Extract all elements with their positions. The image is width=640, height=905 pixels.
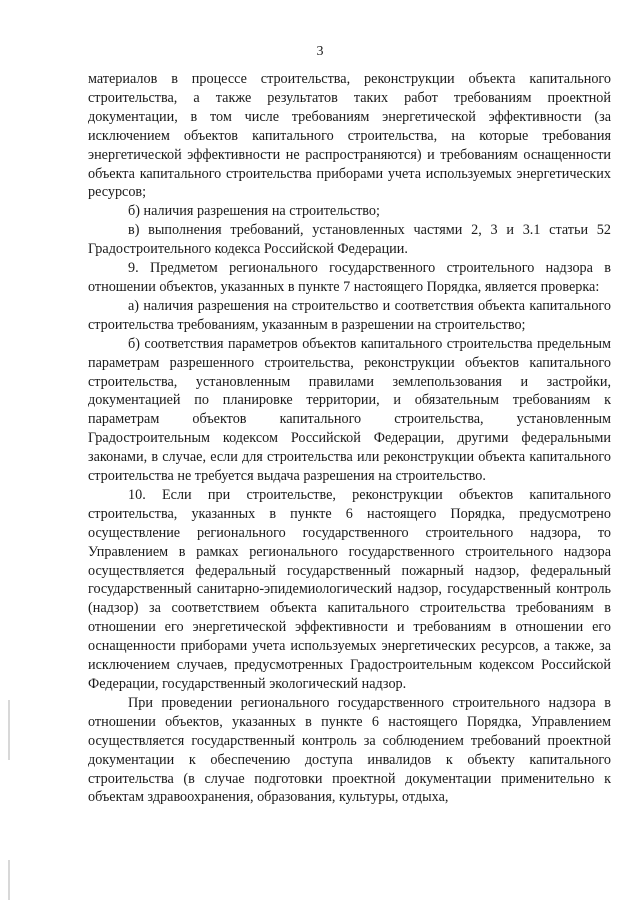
scan-margin-mark — [8, 700, 10, 760]
page-number: 3 — [316, 44, 324, 59]
paragraph-clause-9: 9. Предметом регионального государственного строительного надзора в отношении объектов, указанных в пункте 7 настоящего Порядка, является проверка: — [88, 260, 611, 295]
scan-margin-mark — [8, 860, 10, 900]
document-body — [88, 70, 611, 807]
paragraph-clause-9-item-b: б) соответствия параметров объектов капитального строительства предельным параметрам разрешенного строительства, реконструкции объектов капитального строительства, установленным правилами землепользования и застройки, документацией по планировке территории, и обязательным требованиям к параметрам объектов капитального строительства, установленным Градостроительным кодексом Российской Федерации, другими федеральными законами, в случае, если для строительства или реконструкции объекта капитального строительства не требуется выдача разрешения на строительство. — [88, 335, 611, 485]
paragraph-clause-10: 10. Если при строительстве, реконструкции объектов капитального строительства, указанных в пункте 6 настоящего Порядка, предусмотрено осуществление регионального государственного строительного надзора, то Управлением в рамках регионального государственного строительного надзора осуществляется федеральный государственный пожарный надзор, федеральный государственный санитарно-эпидемиологический надзор, государственный контроль (надзор) за соответствием объекта капитального строительства требованиям в отношении его энергетической эффективности и требованиям в отношении его оснащенности приборами учета используемых энергетических ресурсов, а также, за исключением случаев, предусмотренных Градостроительным кодексом Российской Федерации, государственный экологический надзор. — [88, 486, 611, 692]
paragraph-clause-9-item-a: а) наличия разрешения на строительство и соответствия объекта капитального строительства требованиям, указанным в разрешении на строительство; — [88, 297, 611, 333]
paragraph-item-v-requirements: в) выполнения требований, установленных частями 2, 3 и 3.1 статьи 52 Градостроительного кодекса Российской Федерации. — [88, 222, 611, 258]
paragraph-continuation: материалов в процессе строительства, реконструкции объекта капитального строительства, а также результатов таких работ требованиям проектной документации, в том числе требованиям энергетической эффективности (за исключением объектов капитального строительства, на которые требования энергетической эффективности не распространяются) и требованиям оснащенности объекта капитального строительства приборами учета используемых энергетических ресурсов; — [88, 71, 611, 201]
paragraph-item-b-permit: б) наличия разрешения на строительство; — [128, 203, 380, 220]
paragraph-clause-10-continued: При проведении регионального государственного строительного надзора в отношении объектов, указанных в пункте 6 настоящего Порядка, Управлением осуществляется государственный контроль за соблюдением требований проектной документации к обеспечению доступа инвалидов к объекту капитального строительства (в случае подготовки проектной документации применительно к объектам здравоохранения, образования, культуры, отдыха, — [88, 694, 611, 806]
